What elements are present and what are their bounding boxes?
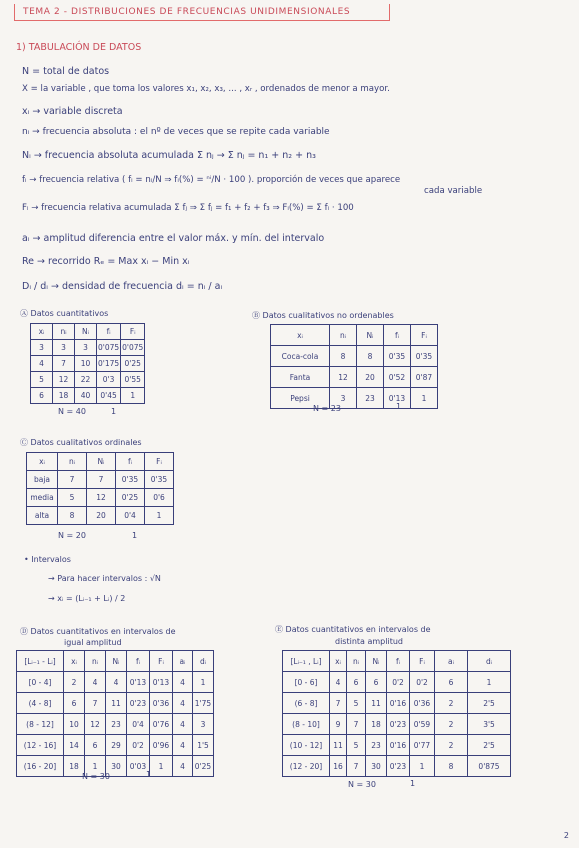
table-cell: 9 xyxy=(330,714,347,735)
table-b-label: Ⓑ Datos cualitativos no ordenables xyxy=(252,311,394,320)
table-cell: 8 xyxy=(357,346,384,367)
table-b-sum: 1 xyxy=(396,402,402,411)
table-cell: 6 xyxy=(347,672,366,693)
table-cell: 1 xyxy=(121,388,145,404)
table-cell: 0'03 xyxy=(127,756,150,777)
table-cell: 0'075 xyxy=(97,340,121,356)
table-cell: 0'175 xyxy=(97,356,121,372)
intervalos-title: • Intervalos xyxy=(24,555,71,564)
table-header-cell: fᵢ xyxy=(127,651,150,672)
table-cell: 4 xyxy=(173,693,193,714)
table-cell: 0'36 xyxy=(410,693,435,714)
table-row xyxy=(271,346,438,367)
table-cell: 30 xyxy=(366,756,387,777)
definition-fi: fᵢ → frecuencia relativa ( fᵢ = nᵢ/N ⇒ fᵢ(%) = ⁿⁱ/N · 100 ). proporción de veces que aparece xyxy=(22,175,401,185)
intervalos-line2: → xᵢ = (Lᵢ₋₁ + Lᵢ) / 2 xyxy=(48,594,126,603)
table-cell: 0'3 xyxy=(97,372,121,388)
table-cell: 0'35 xyxy=(116,471,145,489)
table-header-cell: Nᵢ xyxy=(75,324,97,340)
table-cell: 4 xyxy=(173,714,193,735)
table-cell: 6 xyxy=(64,693,85,714)
table-cell: 0'875 xyxy=(468,756,511,777)
table-header-cell: [Lᵢ₋₁ - Lᵢ] xyxy=(17,651,64,672)
table-row xyxy=(31,372,145,388)
table-cell: 1 xyxy=(411,388,438,409)
table-cell: 2 xyxy=(64,672,85,693)
table-header-cell: Fᵢ xyxy=(145,453,174,471)
table-cell: 18 xyxy=(53,388,75,404)
table-cell: 4 xyxy=(85,672,106,693)
table-row xyxy=(283,735,511,756)
table-cell: 23 xyxy=(357,388,384,409)
table-row xyxy=(271,367,438,388)
table-c-sum: 1 xyxy=(132,531,138,540)
table-cell: Pepsi xyxy=(271,388,330,409)
table-header-cell: xᵢ xyxy=(27,453,58,471)
table-cell: 1 xyxy=(85,756,106,777)
table-header-row xyxy=(271,325,438,346)
table-cell: 18 xyxy=(366,714,387,735)
table-e-sum: 1 xyxy=(410,779,416,788)
table-cell: 0'76 xyxy=(150,714,173,735)
section-heading: 1) TABULACIÓN DE DATOS xyxy=(16,42,142,53)
table-header-cell: fᵢ xyxy=(384,325,411,346)
definition-n: N = total de datos xyxy=(22,66,110,77)
table-a-sum: 1 xyxy=(111,407,117,416)
table-header-cell: nᵢ xyxy=(330,325,357,346)
table-cell: (8 - 12] xyxy=(17,714,64,735)
table-cell: 0'23 xyxy=(127,693,150,714)
table-cell: 8 xyxy=(435,756,468,777)
table-cell: media xyxy=(27,489,58,507)
table-cell: 22 xyxy=(75,372,97,388)
table-e-label-2: distinta amplitud xyxy=(335,637,403,646)
table-header-cell: dᵢ xyxy=(468,651,511,672)
table-row xyxy=(283,693,511,714)
table-cell: 16 xyxy=(330,756,347,777)
table-cell: 0'25 xyxy=(116,489,145,507)
table-header-cell: nᵢ xyxy=(347,651,366,672)
table-a-label: Ⓐ Datos cuantitativos xyxy=(20,309,109,318)
table-cell: 14 xyxy=(64,735,85,756)
table-cell: 0'35 xyxy=(411,346,438,367)
table-cell: 0'2 xyxy=(410,672,435,693)
table-cell: 1 xyxy=(145,507,174,525)
table-cell: 2'5 xyxy=(468,693,511,714)
table-cell: 7 xyxy=(85,693,106,714)
table-cell: 0'52 xyxy=(384,367,411,388)
table-row xyxy=(17,672,214,693)
table-d-label-2: igual amplitud xyxy=(64,638,122,647)
table-cell: 3 xyxy=(330,388,357,409)
table-cell: (16 - 20] xyxy=(17,756,64,777)
table-c-n: N = 20 xyxy=(58,531,86,540)
table-header-cell: xᵢ xyxy=(31,324,53,340)
table-cell: 12 xyxy=(330,367,357,388)
table-header-row xyxy=(31,324,145,340)
definition-di: Dᵢ / dᵢ → densidad de frecuencia dᵢ = nᵢ / aᵢ xyxy=(22,281,223,292)
table-cell: 0'16 xyxy=(387,693,410,714)
table-cell: 6 xyxy=(31,388,53,404)
table-cell: 0'35 xyxy=(145,471,174,489)
table-cell: 30 xyxy=(106,756,127,777)
table-cell: 20 xyxy=(357,367,384,388)
table-cell: Coca-cola xyxy=(271,346,330,367)
table-b-n: N = 23 xyxy=(313,404,341,413)
definition-re: Re → recorrido Rₑ = Max xᵢ − Min xᵢ xyxy=(22,256,190,267)
table-header-row xyxy=(17,651,214,672)
table-cell: 2 xyxy=(435,735,468,756)
table-cell: baja xyxy=(27,471,58,489)
table-cell: 4 xyxy=(106,672,127,693)
definition-ni: nᵢ → frecuencia absoluta : el nº de veces que se repite cada variable xyxy=(22,127,330,137)
definition-xi: xᵢ → variable discreta xyxy=(22,106,123,117)
table-cell: 7 xyxy=(58,471,87,489)
table-cell: 0'13 xyxy=(150,672,173,693)
table-cell: 6 xyxy=(366,672,387,693)
table-row xyxy=(27,489,174,507)
table-cell: 2 xyxy=(435,714,468,735)
table-d-n: N = 30 xyxy=(82,772,110,781)
table-cell: 10 xyxy=(64,714,85,735)
table-cell: [0 - 6] xyxy=(283,672,330,693)
table-cell: 3'5 xyxy=(468,714,511,735)
table-header-cell: xᵢ xyxy=(271,325,330,346)
table-cell: 0'55 xyxy=(121,372,145,388)
table-header-cell: nᵢ xyxy=(85,651,106,672)
table-cell: Fanta xyxy=(271,367,330,388)
table-header-cell: fᵢ xyxy=(116,453,145,471)
table-header-cell: Fᵢ xyxy=(150,651,173,672)
table-cell: 0'4 xyxy=(127,714,150,735)
table-cell: 5 xyxy=(31,372,53,388)
table-row xyxy=(283,672,511,693)
table-cell: 18 xyxy=(64,756,85,777)
table-cell: 0'59 xyxy=(410,714,435,735)
table-cell: 0'2 xyxy=(127,735,150,756)
definition-Ni: Nᵢ → frecuencia absoluta acumulada Σ nⱼ → Σ nⱼ = n₁ + n₂ + n₃ xyxy=(22,150,316,161)
table-cell: 0'25 xyxy=(121,356,145,372)
definition-ai: aᵢ → amplitud diferencia entre el valor máx. y mín. del intervalo xyxy=(22,233,325,244)
table-cell: 1 xyxy=(410,756,435,777)
definition-x: X = la variable , que toma los valores x₁, x₂, x₃, ... , xᵣ , ordenados de menor a mayor. xyxy=(22,84,390,94)
table-d xyxy=(16,650,214,777)
table-cell: (12 - 16] xyxy=(17,735,64,756)
table-cell: 11 xyxy=(330,735,347,756)
table-row xyxy=(17,714,214,735)
table-row xyxy=(17,756,214,777)
table-header-cell: dᵢ xyxy=(193,651,214,672)
table-d-sum: 1 xyxy=(146,770,152,779)
table-cell: 11 xyxy=(106,693,127,714)
table-header-row xyxy=(283,651,511,672)
table-cell: alta xyxy=(27,507,58,525)
table-cell: 0'45 xyxy=(97,388,121,404)
table-header-cell: xᵢ xyxy=(64,651,85,672)
table-row xyxy=(31,356,145,372)
table-header-cell: Nᵢ xyxy=(357,325,384,346)
table-row xyxy=(27,471,174,489)
table-cell: 12 xyxy=(53,372,75,388)
table-header-cell: aᵢ xyxy=(173,651,193,672)
table-header-cell: Fᵢ xyxy=(410,651,435,672)
table-cell: 1 xyxy=(193,672,214,693)
table-cell: 11 xyxy=(366,693,387,714)
table-cell: 3 xyxy=(31,340,53,356)
table-cell: 0'96 xyxy=(150,735,173,756)
table-row xyxy=(283,714,511,735)
table-cell: 3 xyxy=(53,340,75,356)
table-cell: 23 xyxy=(366,735,387,756)
table-header-cell: Nᵢ xyxy=(366,651,387,672)
table-cell: 0'4 xyxy=(116,507,145,525)
table-cell: 12 xyxy=(85,714,106,735)
table-row xyxy=(271,388,438,409)
table-cell: 0'2 xyxy=(387,672,410,693)
table-cell: 1 xyxy=(468,672,511,693)
table-header-cell: xᵢ xyxy=(330,651,347,672)
table-cell: 0'36 xyxy=(150,693,173,714)
table-cell: 4 xyxy=(173,756,193,777)
table-cell: 40 xyxy=(75,388,97,404)
table-d-label: Ⓓ Datos cuantitativos en intervalos de xyxy=(20,627,176,636)
table-cell: 1'5 xyxy=(193,735,214,756)
table-cell: 0'77 xyxy=(410,735,435,756)
table-cell: 0'25 xyxy=(193,756,214,777)
table-cell: (6 - 8] xyxy=(283,693,330,714)
table-header-cell: Fᵢ xyxy=(121,324,145,340)
table-cell: 5 xyxy=(347,735,366,756)
table-cell: 1 xyxy=(150,756,173,777)
definition-Fi: Fᵢ → frecuencia relativa acumulada Σ fⱼ ⇒ Σ fⱼ = f₁ + f₂ + f₃ ⇒ Fᵢ(%) = Σ fᵢ · 100 xyxy=(22,203,354,213)
table-cell: (12 - 20] xyxy=(283,756,330,777)
table-row xyxy=(283,756,511,777)
table-c-label: Ⓒ Datos cualitativos ordinales xyxy=(20,438,142,447)
table-cell: 0'23 xyxy=(387,756,410,777)
table-cell: 4 xyxy=(173,672,193,693)
table-b xyxy=(270,324,438,409)
table-header-cell: nᵢ xyxy=(58,453,87,471)
table-cell: 7 xyxy=(53,356,75,372)
table-cell: 7 xyxy=(347,714,366,735)
table-cell: 7 xyxy=(347,756,366,777)
table-cell: [0 - 4] xyxy=(17,672,64,693)
table-row xyxy=(31,340,145,356)
table-row xyxy=(31,388,145,404)
table-header-cell: Nᵢ xyxy=(106,651,127,672)
intervalos-line1: → Para hacer intervalos : √N xyxy=(48,574,161,583)
page-title: TEMA 2 - DISTRIBUCIONES DE FRECUENCIAS UNIDIMENSIONALES xyxy=(14,4,390,21)
table-cell: 0'16 xyxy=(387,735,410,756)
table-row xyxy=(17,693,214,714)
table-header-cell: aᵢ xyxy=(435,651,468,672)
page-number: 2 xyxy=(563,831,569,840)
table-cell: 7 xyxy=(87,471,116,489)
table-cell: 1'75 xyxy=(193,693,214,714)
table-cell: 3 xyxy=(75,340,97,356)
table-cell: 12 xyxy=(87,489,116,507)
table-header-cell: nᵢ xyxy=(53,324,75,340)
table-row xyxy=(27,507,174,525)
table-cell: (8 - 10] xyxy=(283,714,330,735)
definition-fi-cont: cada variable xyxy=(424,186,483,196)
table-cell: 5 xyxy=(347,693,366,714)
table-header-cell: [Lᵢ₋₁ , Lᵢ] xyxy=(283,651,330,672)
table-a xyxy=(30,323,145,404)
table-cell: 0'35 xyxy=(384,346,411,367)
table-cell: 4 xyxy=(31,356,53,372)
table-cell: 0'87 xyxy=(411,367,438,388)
table-header-cell: fᵢ xyxy=(387,651,410,672)
table-cell: (10 - 12] xyxy=(283,735,330,756)
table-cell: 6 xyxy=(85,735,106,756)
table-row xyxy=(17,735,214,756)
table-cell: 0'13 xyxy=(384,388,411,409)
table-cell: 4 xyxy=(330,672,347,693)
table-cell: 0'13 xyxy=(127,672,150,693)
table-cell: 7 xyxy=(330,693,347,714)
table-cell: 3 xyxy=(193,714,214,735)
table-e-n: N = 30 xyxy=(348,780,376,789)
table-cell: 0'075 xyxy=(121,340,145,356)
table-cell: 0'6 xyxy=(145,489,174,507)
table-cell: 0'23 xyxy=(387,714,410,735)
table-header-cell: fᵢ xyxy=(97,324,121,340)
table-e xyxy=(282,650,511,777)
table-cell: 8 xyxy=(58,507,87,525)
table-header-row xyxy=(27,453,174,471)
table-cell: 20 xyxy=(87,507,116,525)
table-cell: (4 - 8] xyxy=(17,693,64,714)
table-cell: 29 xyxy=(106,735,127,756)
table-cell: 2 xyxy=(435,693,468,714)
table-cell: 2'5 xyxy=(468,735,511,756)
table-a-n: N = 40 xyxy=(58,407,86,416)
table-cell: 6 xyxy=(435,672,468,693)
table-e-label: Ⓔ Datos cuantitativos en intervalos de xyxy=(275,625,431,634)
table-cell: 5 xyxy=(58,489,87,507)
table-cell: 8 xyxy=(330,346,357,367)
table-cell: 23 xyxy=(106,714,127,735)
table-c xyxy=(26,452,174,525)
table-header-cell: Fᵢ xyxy=(411,325,438,346)
table-header-cell: Nᵢ xyxy=(87,453,116,471)
table-cell: 4 xyxy=(173,735,193,756)
table-cell: 10 xyxy=(75,356,97,372)
